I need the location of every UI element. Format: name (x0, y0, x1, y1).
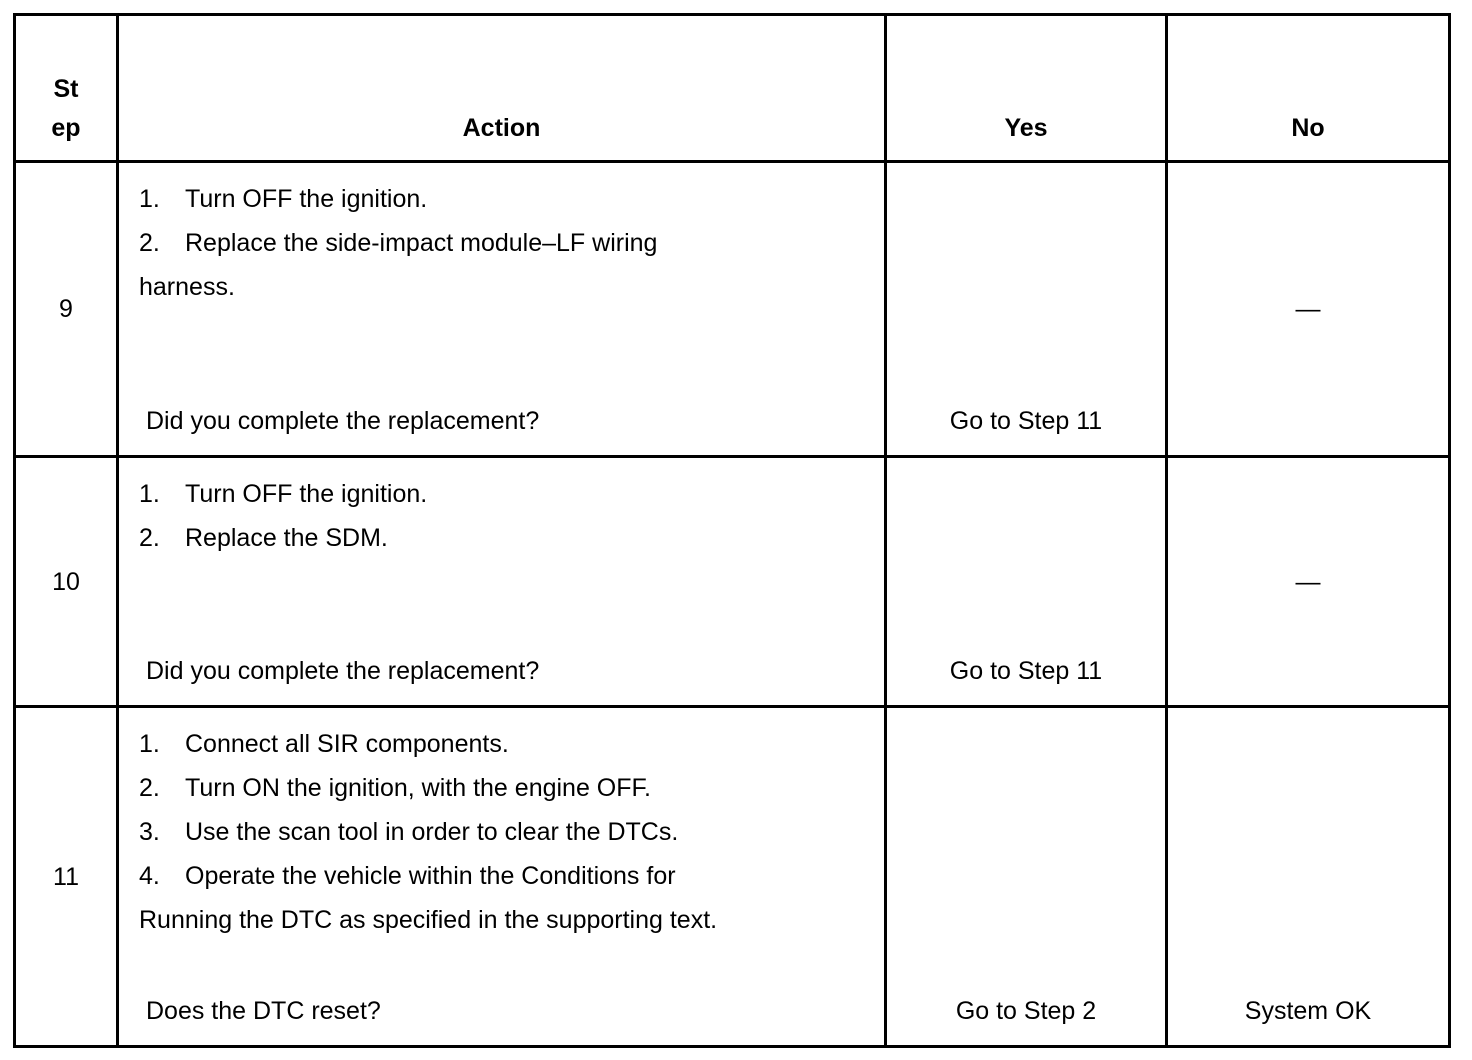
action-header (118, 15, 886, 162)
item-continuation: Running the DTC as specified in the supporting text. (139, 906, 718, 934)
item-text: Use the scan tool in order to clear the DTCs. (185, 818, 679, 846)
step-number: 9 (15, 162, 118, 457)
action-item (139, 472, 884, 516)
no-header-label: No (1291, 114, 1325, 142)
item-number: 3. (139, 818, 160, 846)
table-row (15, 707, 1450, 1047)
item-text: Turn OFF the ignition. (185, 185, 428, 213)
action-question: Did you complete the replacement? (146, 657, 540, 685)
item-number: 1. (139, 730, 160, 758)
table-row (15, 457, 1450, 707)
action-item (139, 177, 884, 221)
yes-result: Go to Step 2 (955, 997, 1097, 1025)
action-item (139, 810, 884, 854)
step-header-line1: St (53, 75, 79, 103)
item-text: Turn OFF the ignition. (185, 480, 428, 508)
yes-header (886, 15, 1167, 162)
yes-cell (886, 162, 1167, 457)
item-number: 2. (139, 229, 160, 257)
no-result: — (1295, 295, 1321, 323)
no-cell (1167, 707, 1450, 1047)
no-cell (1167, 162, 1450, 457)
action-header-label: Action (462, 114, 541, 142)
yes-result: Go to Step 11 (949, 407, 1103, 435)
item-text: Connect all SIR components. (185, 730, 509, 758)
header-row (15, 15, 1450, 162)
item-number: 2. (139, 524, 160, 552)
step-number: 11 (15, 707, 118, 1047)
item-number: 2. (139, 774, 160, 802)
step-header (15, 15, 118, 162)
action-cell (118, 162, 886, 457)
item-number: 1. (139, 185, 160, 213)
action-question: Does the DTC reset? (146, 997, 381, 1025)
diagnostic-table (13, 13, 1451, 1048)
no-cell (1167, 457, 1450, 707)
action-question: Did you complete the replacement? (146, 407, 540, 435)
no-result: — (1295, 567, 1321, 596)
item-text: Operate the vehicle within the Conditions for (185, 862, 676, 890)
yes-result: Go to Step 11 (949, 657, 1103, 685)
step-header-line2: ep (51, 114, 81, 142)
step-number: 10 (15, 457, 118, 707)
yes-cell (886, 707, 1167, 1047)
action-cell (118, 457, 886, 707)
action-item (139, 854, 884, 898)
yes-header-label: Yes (1004, 114, 1048, 142)
item-continuation: harness. (139, 273, 235, 301)
item-number: 4. (139, 862, 160, 890)
item-text: Turn ON the ignition, with the engine OFF. (185, 774, 651, 802)
action-item (139, 221, 884, 265)
no-header (1167, 15, 1450, 162)
no-result: System OK (1244, 997, 1372, 1025)
table-row (15, 162, 1450, 457)
action-cell (118, 707, 886, 1047)
action-item (139, 722, 884, 766)
item-number: 1. (139, 480, 160, 508)
action-item (139, 516, 884, 560)
item-text: Replace the SDM. (185, 524, 388, 552)
yes-cell (886, 457, 1167, 707)
item-text: Replace the side-impact module–LF wiring (185, 229, 658, 257)
action-item (139, 766, 884, 810)
